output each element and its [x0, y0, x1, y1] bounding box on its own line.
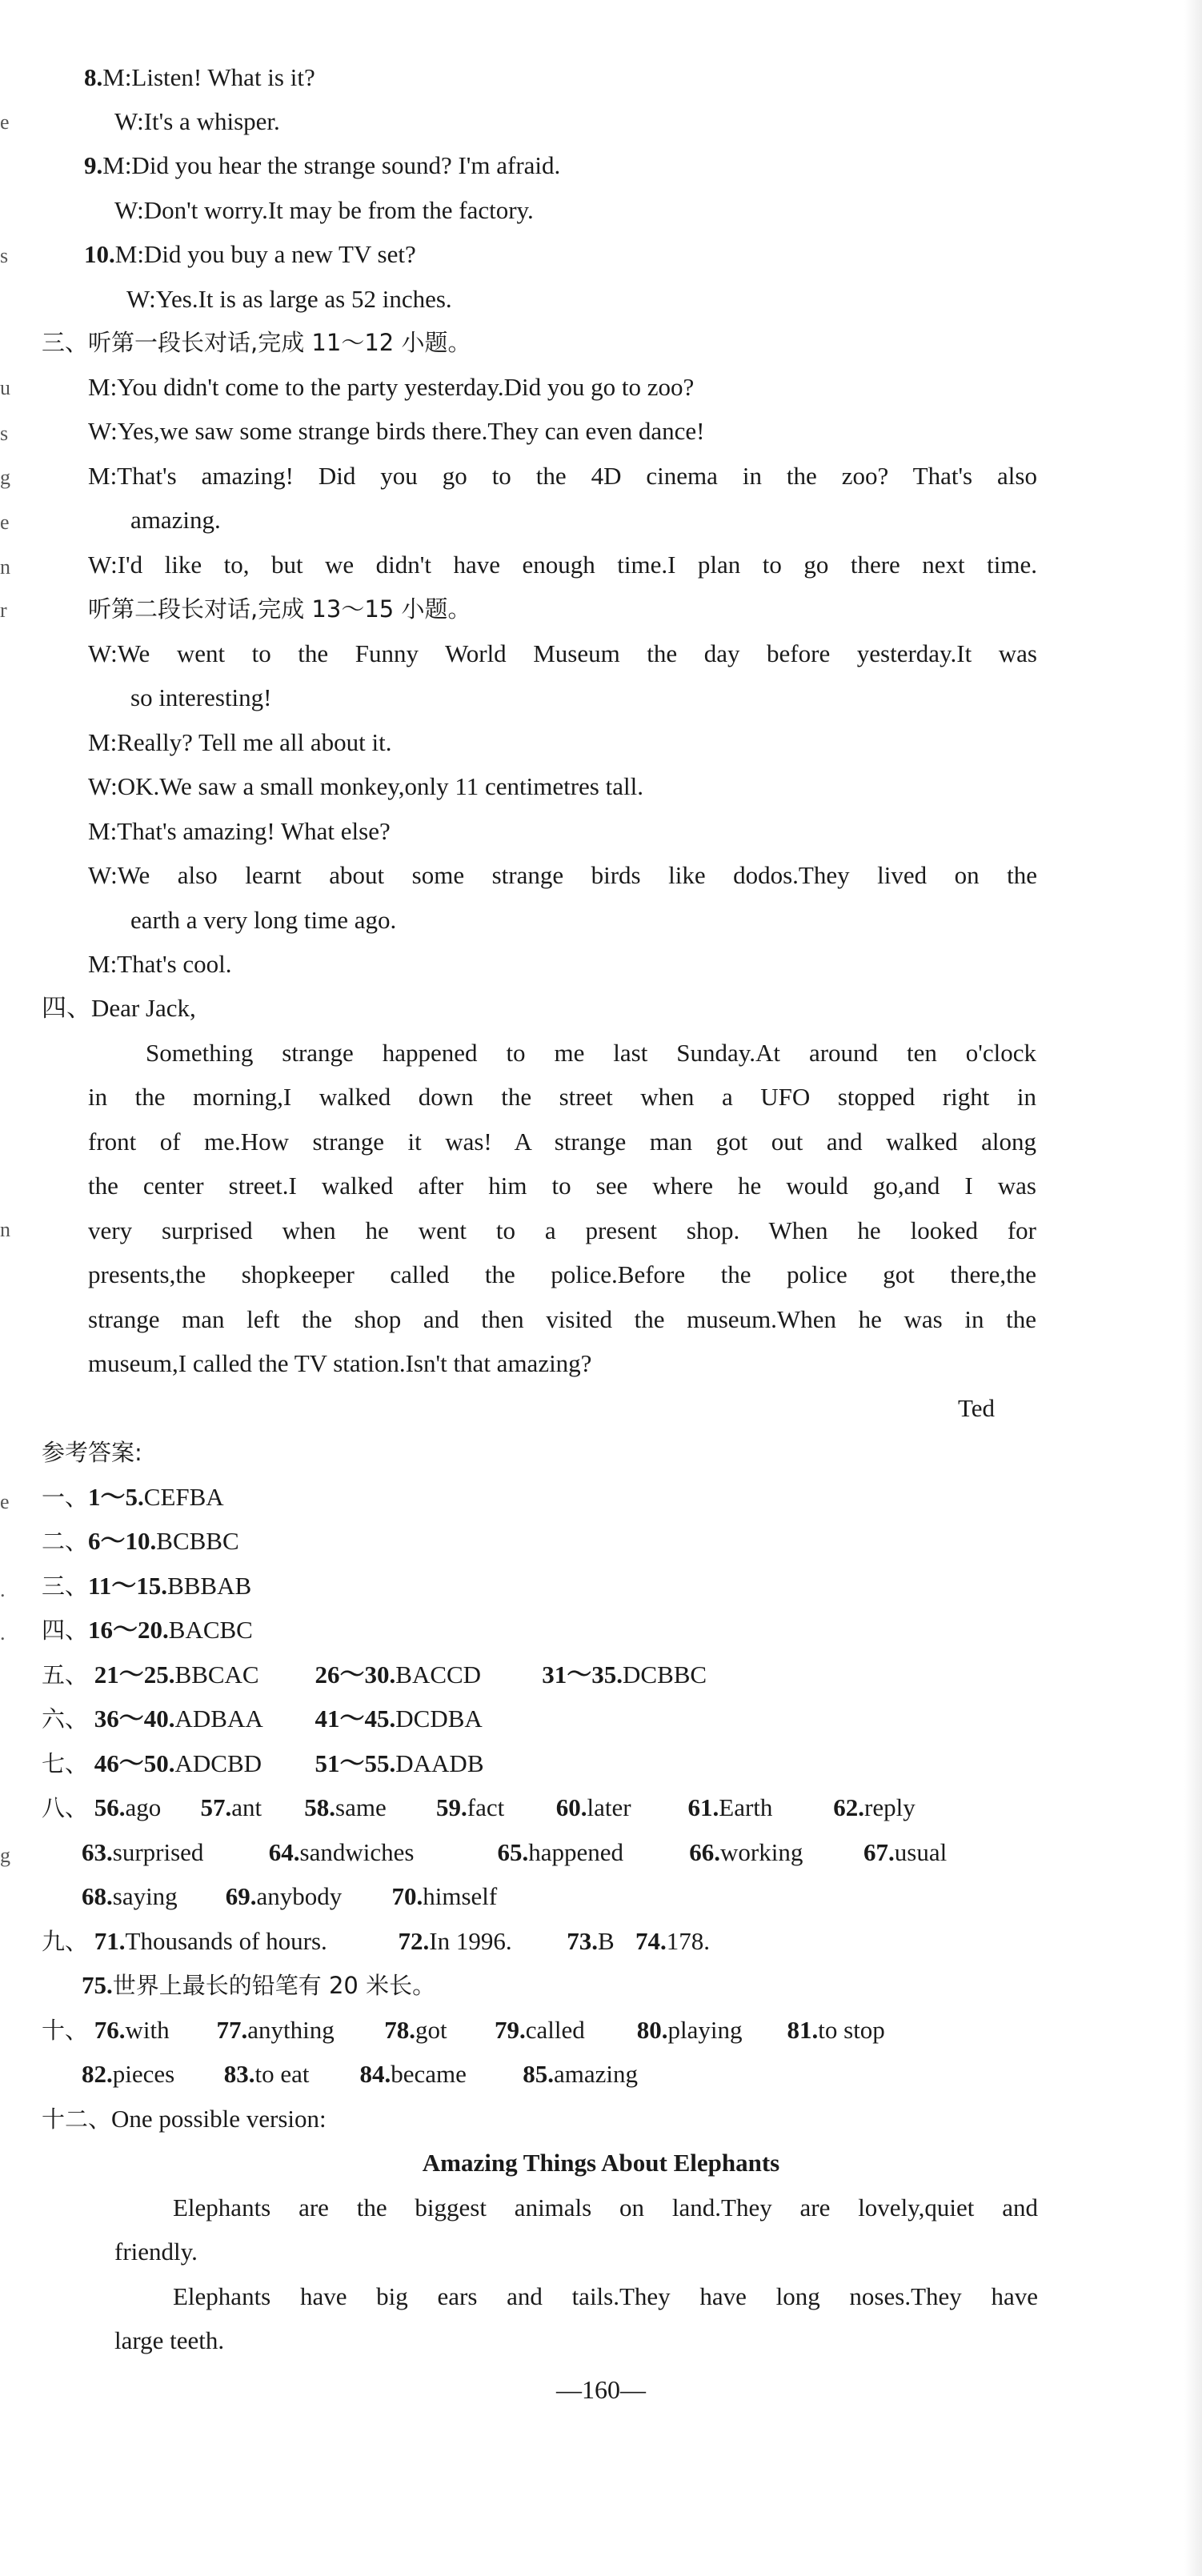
page-number: —160—: [556, 2375, 646, 2404]
q8-woman-line: W:It's a whisper.: [114, 107, 280, 135]
letter-line: strange man left the shop and then visited the museum.When he was in the: [88, 1305, 1036, 1333]
dialogue-line: M:Really? Tell me all about it.: [88, 728, 392, 756]
q9-woman-line: W:Don't worry.It may be from the factory.: [114, 196, 534, 224]
letter-line: presents,the shopkeeper called the police.Before the police got there,the: [88, 1260, 1036, 1288]
letter-line: very surprised when he went to a present shop. When he looked for: [88, 1216, 1036, 1244]
page-edge-shadow: [1184, 0, 1202, 2576]
dialogue-line: W:We went to the Funny World Museum the day before yesterday.It was: [88, 639, 1037, 667]
dialogue-line: W:We also learnt about some strange birds like dodos.They lived on the: [88, 861, 1037, 889]
edge-mark: n: [0, 1218, 10, 1241]
answer-row: 六、 36～40.ADBAA 41～45.DCDBA: [42, 1705, 483, 1733]
part3-heading: 三、听第一段长对话,完成 11～12 小题。: [42, 329, 471, 356]
answer-row: 一、1～5.CEFBA: [42, 1483, 224, 1511]
edge-mark: r: [0, 599, 7, 622]
edge-mark: e: [0, 511, 10, 534]
edge-mark: e: [0, 1490, 10, 1513]
answer-row-part8: 八、 56.ago 57.ant 58.same 59.fact 60.later 61.Earth 62.reply: [42, 1793, 916, 1821]
answer-row-part10: 82.pieces 83.to eat 84.became 85.amazing: [82, 2060, 639, 2088]
dialogue-line: W:I'd like to, but we didn't have enough time.I plan to go there next time.: [88, 551, 1037, 579]
dialogue-line: M:That's amazing! Did you go to the 4D cinema in the zoo? That's also: [88, 462, 1037, 490]
dialogue-line: W:Yes,we saw some strange birds there.They can even dance!: [88, 417, 705, 445]
essay-line: friendly.: [114, 2237, 198, 2266]
edge-mark: n: [0, 555, 10, 579]
edge-mark: g: [0, 466, 10, 489]
answer-row: 四、16～20.BACBC: [42, 1616, 253, 1644]
answer-row-part9: 75.世界上最长的铅笔有 20 米长。: [82, 1971, 436, 1999]
edge-mark: u: [0, 376, 10, 399]
dialogue-line: amazing.: [130, 506, 221, 534]
essay-title: Amazing Things About Elephants: [422, 2149, 780, 2177]
answers-heading: 参考答案:: [42, 1439, 142, 1466]
part3-heading-2: 听第二段长对话,完成 13～15 小题。: [88, 595, 471, 623]
dialogue-line: W:OK.We saw a small monkey,only 11 centimetres tall.: [88, 772, 643, 800]
letter-line: front of me.How strange it was! A strange man got out and walked along: [88, 1128, 1036, 1156]
q8-man-line: 8.M:Listen! What is it?: [84, 63, 315, 91]
edge-mark: s: [0, 244, 9, 267]
q9-man-line: 9.M:Did you hear the strange sound? I'm afraid.: [84, 151, 561, 179]
edge-mark: e: [0, 110, 10, 134]
answer-row: 三、11～15.BBBAB: [42, 1572, 252, 1600]
answer-row-part8: 68.saying 69.anybody 70.himself: [82, 1882, 498, 1910]
dialogue-line: M:That's amazing! What else?: [88, 817, 391, 845]
letter-line: Something strange happened to me last Sunday.At around ten o'clock: [146, 1039, 1036, 1067]
q10-woman-line: W:Yes.It is as large as 52 inches.: [126, 285, 452, 313]
answer-row: 二、6～10.BCBBC: [42, 1527, 239, 1555]
essay-line: Elephants are the biggest animals on land.They are lovely,quiet and: [173, 2193, 1038, 2221]
q10-man-line: 10.M:Did you buy a new TV set?: [84, 240, 416, 268]
letter-line: the center street.I walked after him to see where he would go,and I was: [88, 1172, 1036, 1200]
part12-intro: 十二、One possible version:: [42, 2105, 327, 2133]
dialogue-line: M:That's cool.: [88, 950, 232, 978]
part4-heading: 四、Dear Jack,: [42, 994, 196, 1022]
essay-line: large teeth.: [114, 2326, 225, 2354]
essay-line: Elephants have big ears and tails.They have long noses.They have: [173, 2282, 1038, 2310]
answer-row-part10: 十、 76.with 77.anything 78.got 79.called 80.playing 81.to stop: [42, 2016, 885, 2044]
letter-signature: Ted: [958, 1394, 996, 1422]
answer-row-part8: 63.surprised 64.sandwiches 65.happened 66.working 67.usual: [82, 1838, 948, 1866]
dialogue-line: so interesting!: [130, 683, 272, 711]
dialogue-line: earth a very long time ago.: [130, 906, 397, 934]
letter-line: museum,I called the TV station.Isn't that amazing?: [88, 1349, 592, 1377]
answer-row: 五、 21～25.BBCAC 26～30.BACCD 31～35.DCBBC: [42, 1661, 707, 1689]
edge-mark: s: [0, 422, 9, 445]
edge-mark: .: [0, 1621, 6, 1645]
answer-row-part9: 九、 71.Thousands of hours. 72.In 1996. 73.B 74.178.: [42, 1927, 711, 1955]
edge-mark: g: [0, 1844, 10, 1867]
edge-mark: .: [0, 1578, 6, 1601]
answer-row: 七、 46～50.ADCBD 51～55.DAADB: [42, 1749, 484, 1777]
dialogue-line: M:You didn't come to the party yesterday.Did you go to zoo?: [88, 373, 695, 401]
letter-line: in the morning,I walked down the street when a UFO stopped right in: [88, 1083, 1036, 1111]
